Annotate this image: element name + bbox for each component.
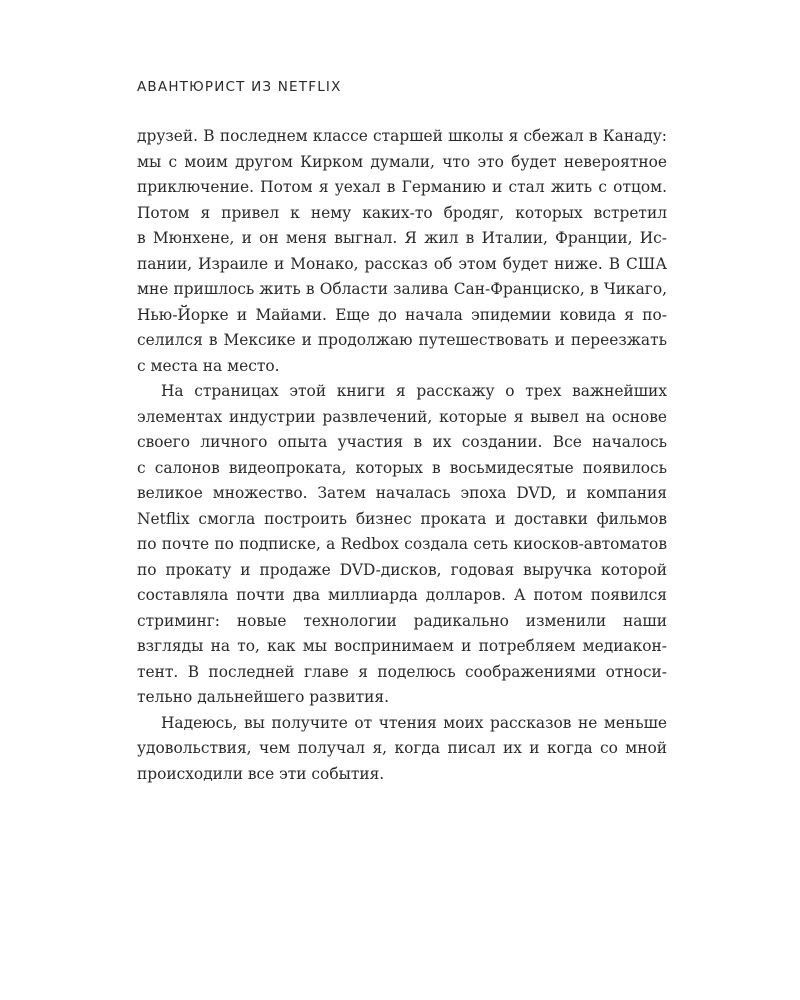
text-line: великое множество. Затем началась эпоха DVD, и компания: [137, 484, 667, 502]
text-line: пании, Израиле и Монако, рассказ об этом будет ниже. В США: [137, 254, 667, 273]
text-line: мне пришлось жить в Области залива Сан-Франциско, в Чикаго,: [137, 280, 667, 298]
text-line: с салонов видеопроката, которых в восьмидесятые появилось: [137, 458, 667, 477]
text-line: селился в Мексике и продолжаю путешествовать и переезжать: [137, 331, 667, 349]
text-line: мы с моим другом Кирком думали, что это будет невероятное: [137, 152, 667, 171]
text-line: Надеюсь, вы получите от чтения моих рассказов не меньше: [161, 713, 667, 732]
text-line: составляла почти два миллиарда долларов. А потом появился: [137, 586, 667, 604]
body-text: [137, 124, 667, 787]
text-line: На страницах этой книги я расскажу о трех важнейших: [161, 382, 667, 400]
text-line: приключение. Потом я уехал в Германию и стал жить с отцом.: [137, 178, 667, 196]
text-line: стриминг: новые технологии радикально изменили наши: [137, 611, 667, 630]
paragraph-2: [137, 379, 667, 711]
text-line: взгляды на то, как мы воспринимаем и потребляем медиакон-: [137, 637, 667, 655]
text-line: Нью-Йорке и Майами. Еще до начала эпидемии ковида я по-: [137, 305, 667, 324]
text-line: удовольствия, чем получал я, когда писал их и когда со мной: [137, 739, 667, 757]
text-line: тент. В последней главе я поделюсь соображениями относи-: [137, 662, 667, 681]
text-line: с места на место.: [137, 356, 280, 375]
text-line: по прокату и продаже DVD-дисков, годовая выручка которой: [137, 560, 667, 579]
text-line: в Мюнхене, и он меня выгнал. Я жил в Италии, Франции, Ис-: [137, 229, 667, 247]
paragraph-3: [137, 711, 667, 788]
paragraph-1: [137, 124, 667, 379]
text-line: Netflix смогла построить бизнес проката и доставки фильмов: [137, 509, 667, 528]
running-header: АВАНТЮРИСТ ИЗ NETFLIX: [137, 79, 342, 95]
text-line: своего личного опыта участия в их создании. Все началось: [137, 433, 667, 451]
text-line: по почте по подписке, а Redbox создала сеть киосков-автоматов: [137, 535, 667, 553]
text-line: элементах индустрии развлечений, которые я вывел на основе: [137, 407, 667, 426]
text-line: Потом я привел к нему каких-то бродяг, которых встретил: [137, 203, 667, 222]
text-line: тельно дальнейшего развития.: [137, 688, 389, 706]
text-line: друзей. В последнем классе старшей школы я сбежал в Канаду:: [137, 127, 667, 145]
text-line: происходили все эти события.: [137, 764, 385, 783]
